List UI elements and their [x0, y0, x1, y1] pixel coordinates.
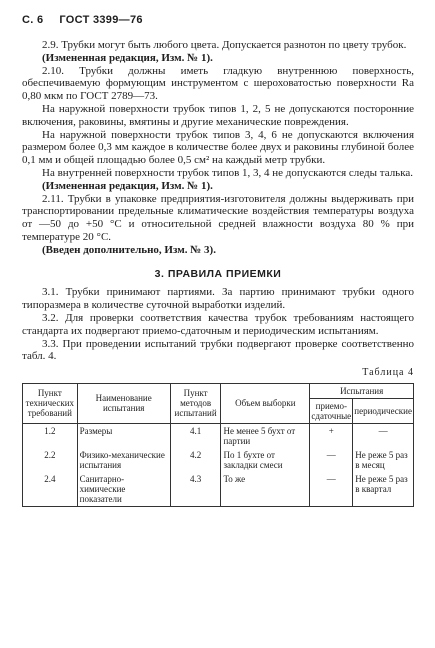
cell-periodic: — [353, 423, 414, 448]
cell-test-name: Физико-механические испытания [77, 448, 170, 472]
cell-periodic: Не реже 5 раз в месяц [353, 448, 414, 472]
header-acceptance: приемо-сдаточные [310, 398, 353, 423]
cell-requirement: 1.2 [23, 423, 78, 448]
header-tests-group: Испытания [310, 383, 414, 398]
paragraph-3-2: 3.2. Для проверки соответствия качества трубок требованиям настоящего стандарта их подвергают приемо-сдаточным и периодическим испытаниям. [22, 311, 414, 337]
table-caption: Таблица 4 [362, 367, 414, 379]
cell-periodic: Не реже 5 раз в квартал [353, 472, 414, 507]
cell-acceptance: — [310, 448, 353, 472]
cell-acceptance: + [310, 423, 353, 448]
table-row [23, 472, 414, 507]
paragraph-2-10: 2.10. Трубки должны иметь гладкую внутреннюю поверхность, обеспечиваемую формующим инструментом с шероховатостью поверхности Ra 0,80 мкм по ГОСТ 2789—73. [22, 64, 414, 103]
header-test-name: Наименование испытания [77, 383, 170, 423]
paragraph-2-11: 2.11. Трубки в упаковке предприятия-изготовителя должны выдерживать при транспортировании предельные климатические воздействия температуры воздуха от —50 до +50 °С и относительной средней влажности воздуха 80 % при температуре 20 °С. [22, 192, 414, 243]
table-row [23, 448, 414, 472]
paragraph-outer-surface-1-2-5: На наружной поверхности трубок типов 1, 2, 5 не допускаются посторонние включения, раковины, вмятины и другие механические повреждения. [22, 102, 414, 128]
cell-method: 4.1 [170, 423, 221, 448]
cell-test-name: Санитарно-химические показатели [77, 472, 170, 507]
cell-acceptance: — [310, 472, 353, 507]
paragraph-2-9: 2.9. Трубки могут быть любого цвета. Допускается разнотон по цвету трубок. [42, 39, 407, 51]
amendment-note: (Измененная редакция, Изм. № 1). [42, 179, 213, 192]
cell-test-name: Размеры [77, 423, 170, 448]
paragraph-outer-surface-3-4-6: На наружной поверхности трубок типов 3, 4, 6 не допускаются включения размером более 0,3 мм каждое в количестве более двух и раковины глубиной более 0,1 мм и общей площадью более 0,5 см² на каждый метр трубки. [22, 128, 414, 167]
cell-requirement: 2.4 [23, 472, 78, 507]
page-header [22, 14, 143, 26]
cell-method: 4.2 [170, 448, 221, 472]
header-sample-size: Объем выборки [221, 383, 310, 423]
amendment-note: (Введен дополнительно, Изм. № 3). [42, 243, 216, 256]
cell-sample: По 1 бухте от закладки смеси [221, 448, 310, 472]
cell-method: 4.3 [170, 472, 221, 507]
section-heading: 3. ПРАВИЛА ПРИЕМКИ [154, 267, 282, 280]
standard-code: ГОСТ 3399—76 [59, 14, 143, 26]
document-body [22, 39, 414, 507]
header-requirement-clause: Пункт технических требований [23, 383, 78, 423]
header-method-clause: Пункт методов испытаний [170, 383, 221, 423]
cell-sample: Не менее 5 бухт от партии [221, 423, 310, 448]
paragraph-3-3: 3.3. При проведении испытаний трубки подвергают проверке соответственно табл. 4. [22, 337, 414, 363]
cell-sample: То же [221, 472, 310, 507]
header-periodic: периодические [353, 398, 414, 423]
tests-table [22, 383, 414, 507]
paragraph-3-1: 3.1. Трубки принимают партиями. За партию принимают трубки одного типоразмера в количестве суточной выработки изделий. [22, 286, 414, 312]
paragraph-inner-surface: На внутренней поверхности трубок типов 1, 3, 4 не допускаются следы талька. [42, 166, 414, 179]
page-number: С. 6 [22, 14, 44, 26]
table-row [23, 423, 414, 448]
cell-requirement: 2.2 [23, 448, 78, 472]
amendment-note: (Измененная редакция, Изм. № 1). [42, 51, 213, 64]
